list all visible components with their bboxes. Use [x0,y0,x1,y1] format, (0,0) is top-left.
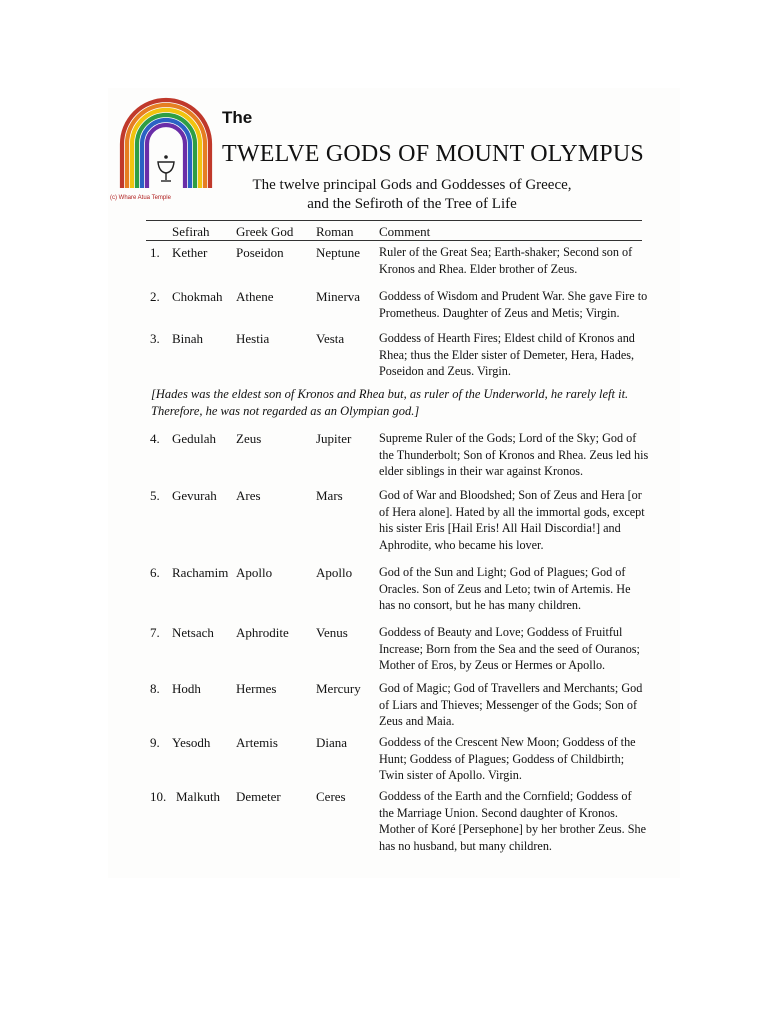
logo-caption: (c) Whare Atua Temple [110,195,171,201]
rainbow-arch-with-chalice-icon [116,92,216,196]
greek-god-cell: Ares [236,488,261,503]
page-subtitle [222,176,602,214]
roman-cell: Minerva [316,289,361,304]
row-number: 6. [150,565,160,580]
sefirah-cell: Chokmah [172,289,223,304]
roman-cell: Neptune [316,245,361,260]
title-prefix: The [222,108,253,127]
column-header-greek-god: Greek God [236,224,294,239]
roman-cell: Mars [316,488,343,503]
comment-cell: Goddess of Beauty and Love; Goddess of Fruitful Increase; Born from the Sea and the seed of Ouranos; Mother of Eros, by Zeus or Hermes or Apollo. [379,625,640,672]
roman-cell: Ceres [316,789,346,804]
comment-cell: Goddess of Wisdom and Prudent War. She gave Fire to Prometheus. Daughter of Zeus and Metis; Virgin. [379,289,648,320]
row-number: 7. [150,625,160,640]
row-number: 10. [150,789,167,804]
page-title: TWELVE GODS OF MOUNT OLYMPUS [222,141,644,167]
greek-god-cell: Artemis [236,735,278,750]
row-number: 4. [150,431,160,446]
table-header-rule [146,240,642,241]
sefirah-cell: Binah [172,331,204,346]
comment-cell: Goddess of the Earth and the Cornfield; Goddess of the Marriage Union. Second daughter of Kronos. Mother of Koré [Persephone] by her brother Zeus. She has no husband, but many children. [379,789,647,853]
row-number: 8. [150,681,160,696]
roman-cell: Venus [316,625,348,640]
column-header-comment: Comment [379,224,431,239]
roman-cell: Diana [316,735,348,750]
column-header-sefirah: Sefirah [172,224,210,239]
greek-god-cell: Poseidon [236,245,284,260]
comment-cell: Goddess of Hearth Fires; Eldest child of Kronos and Rhea; thus the Elder sister of Demeter, Hera, Hades, Poseidon and Zeus. Virgin. [379,331,635,378]
row-number: 1. [150,245,160,260]
table-top-rule [146,220,642,221]
sefirah-cell: Malkuth [176,789,221,804]
subtitle-line-1: The twelve principal Gods and Goddesses of Greece, [252,177,572,193]
roman-cell: Jupiter [316,431,352,446]
comment-cell: God of War and Bloodshed; Son of Zeus and Hera [or of Hera alone]. Hated by all the immortal gods, except his sister Eris [Hail Eris! All Hail Discordia!] and Aphrodite, who became his lover. [379,488,645,552]
row-number: 2. [150,289,160,304]
greek-god-cell: Athene [236,289,274,304]
comment-cell: Ruler of the Great Sea; Earth-shaker; Second son of Kronos and Rhea. Elder brother of Zeus. [379,245,633,276]
greek-god-cell: Hermes [236,681,277,696]
sefirah-cell: Rachamim [172,565,229,580]
comment-cell: Supreme Ruler of the Gods; Lord of the Sky; God of the Thunderbolt; Son of Kronos and Rhea. Zeus led his elder siblings in their war against Kronos. [379,431,649,478]
subtitle-line-2: and the Sefiroth of the Tree of Life [307,196,517,212]
comment-cell: God of Magic; God of Travellers and Merchants; God of Liars and Thieves; Messenger of the Gods; Son of Zeus and Maia. [379,681,643,728]
row-number: 9. [150,735,160,750]
comment-cell: Goddess of the Crescent New Moon; Goddess of the Hunt; Goddess of Plagues; Goddess of Childbirth; Twin sister of Apollo. Virgin. [379,735,636,782]
greek-god-cell: Apollo [236,565,273,580]
roman-cell: Mercury [316,681,361,696]
row-number: 3. [150,331,160,346]
roman-cell: Apollo [316,565,353,580]
sefirah-cell: Netsach [172,625,214,640]
column-header-roman: Roman [316,224,354,239]
sefirah-cell: Yesodh [172,735,211,750]
greek-god-cell: Aphrodite [236,625,289,640]
comment-cell: God of the Sun and Light; God of Plagues; God of Oracles. Son of Zeus and Leto; twin of Artemis. He has no consort, but he has many children. [379,565,631,612]
sefirah-cell: Gevurah [172,488,217,503]
greek-god-cell: Hestia [236,331,270,346]
sefirah-cell: Hodh [172,681,201,696]
greek-god-cell: Demeter [236,789,281,804]
row-number: 5. [150,488,160,503]
greek-god-cell: Zeus [236,431,262,446]
sefirah-cell: Kether [172,245,208,260]
roman-cell: Vesta [316,331,345,346]
hades-note: [Hades was the eldest son of Kronos and Rhea but, as ruler of the Underworld, he rarely left it. Therefore, he was not regarded as an Olympian god.] [151,387,629,418]
sefirah-cell: Gedulah [172,431,217,446]
